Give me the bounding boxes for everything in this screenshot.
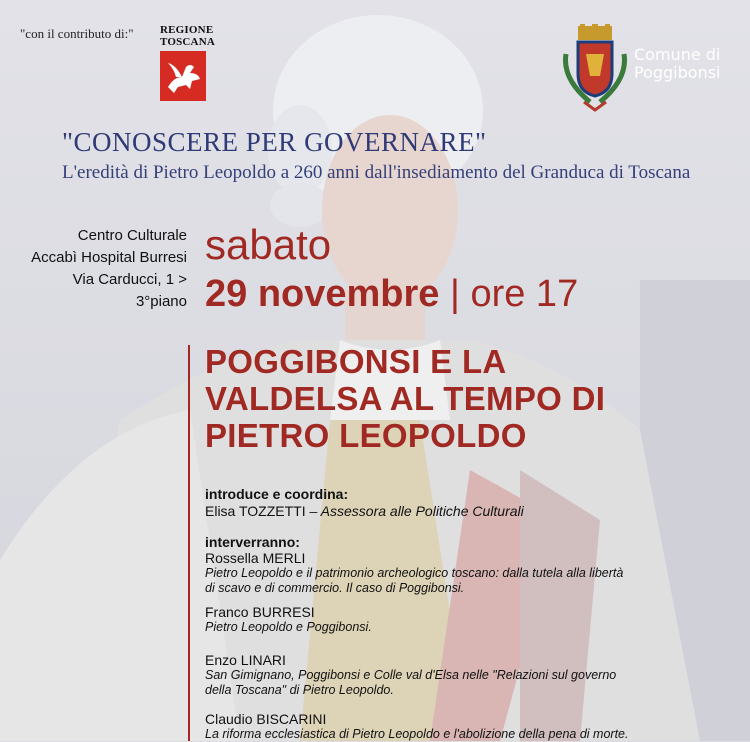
venue-line: 3°piano (135, 293, 187, 310)
speaker-topic: Pietro Leopoldo e il patrimonio archeologico toscano: dalla tutela alla libertà (205, 566, 624, 580)
talk-title-line: VALDELSA AL TEMPO DI (205, 380, 606, 417)
comune-logo-text (634, 46, 721, 82)
speaker-topic: Pietro Leopoldo e Poggibonsi. (205, 620, 372, 634)
intro-role: – Assessora alle Politiche Culturali (309, 503, 524, 519)
venue-block (31, 225, 187, 313)
venue-line: Via Carducci, 1 > (72, 271, 187, 288)
regione-label-line1: REGIONE (160, 24, 214, 36)
contribution-label: "con il contributo di:" (20, 26, 134, 41)
talk-title (205, 343, 605, 454)
event-day: sabato (205, 221, 332, 268)
intro-heading: introduce e coordina: (205, 486, 349, 502)
venue-line: Centro Culturale (77, 227, 187, 244)
speaker-name: Enzo LINARI (205, 652, 286, 668)
speaker-topic: della Toscana" di Pietro Leopoldo. (205, 683, 394, 697)
comune-coat-of-arms-icon (560, 24, 630, 114)
event-date-time (205, 272, 578, 316)
accent-divider (188, 345, 190, 741)
speaker-topic: La riforma ecclesiastica di Pietro Leopoldo e l'abolizione della pena di morte. (205, 727, 629, 741)
comune-label-line2: Poggibonsi (634, 63, 721, 82)
regione-label-line2: TOSCANA (160, 36, 215, 48)
regione-toscana-logo (160, 24, 214, 106)
speaker-name: Rossella MERLI (205, 550, 306, 566)
event-time: ore 17 (470, 273, 579, 315)
event-date: 29 novembre (205, 273, 440, 315)
event-title: "CONOSCERE PER GOVERNARE" (62, 127, 487, 157)
event-subtitle: L'eredità di Pietro Leopoldo a 260 anni dall'insediamento del Granduca di Toscana (62, 162, 691, 183)
speaker-name: Franco BURRESI (205, 604, 315, 620)
speaker-topic: di scavo e di commercio. Il caso di Poggibonsi. (205, 581, 465, 595)
speaker-name: Claudio BISCARINI (205, 711, 327, 727)
date-separator: | (450, 273, 460, 315)
comune-label-line1: Comune di (634, 45, 721, 64)
speaker-topic: San Gimignano, Poggibonsi e Colle val d'Elsa nelle "Relazioni sul governo (205, 668, 617, 682)
pegasus-flag-icon (160, 51, 206, 101)
venue-line: Accabì Hospital Burresi (31, 249, 187, 266)
speakers-heading: interverranno: (205, 534, 300, 550)
talk-title-line: PIETRO LEOPOLDO (205, 417, 527, 454)
intro-name: Elisa TOZZETTI (205, 503, 306, 519)
talk-title-line: POGGIBONSI E LA (205, 343, 507, 380)
